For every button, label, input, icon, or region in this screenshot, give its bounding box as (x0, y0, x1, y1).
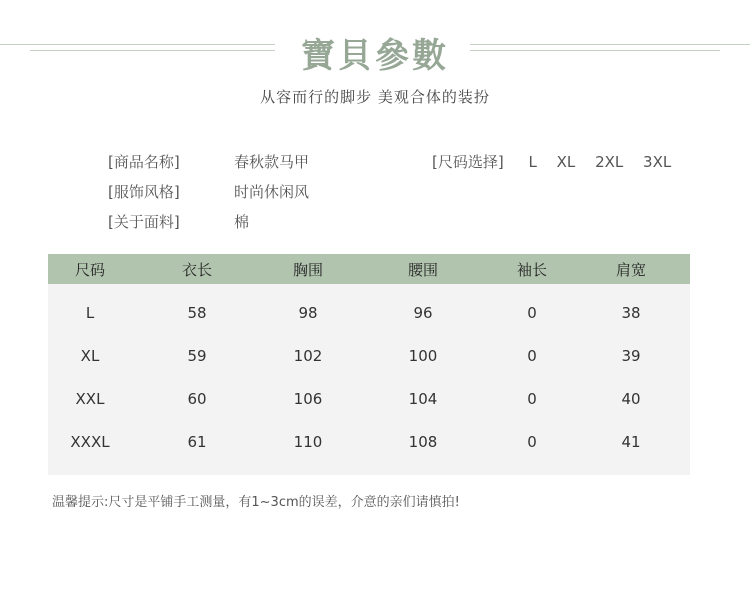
table-cell: L (85, 303, 95, 322)
size-option-xl: XL (556, 153, 576, 171)
column-header-chest: 胸围 (292, 260, 323, 279)
table-cell: 38 (621, 303, 641, 322)
table-cell: 0 (527, 346, 537, 365)
column-header-waist: 腰围 (407, 260, 438, 279)
table-row (48, 334, 690, 377)
page-title: 寶貝參數 (301, 36, 449, 76)
info-value: 时尚休闲风 (234, 183, 310, 201)
table-cell: XL (80, 346, 100, 365)
info-row-fabric (108, 211, 249, 232)
size-option-l: L (528, 153, 537, 171)
table-cell: 60 (187, 389, 207, 408)
info-value: 春秋款马甲 (234, 153, 310, 171)
table-cell: 104 (408, 389, 438, 408)
table-cell: 98 (298, 303, 318, 322)
size-select (432, 151, 671, 172)
info-label: [关于面料] (108, 213, 180, 231)
table-cell: 41 (621, 432, 641, 451)
info-label: [商品名称] (108, 153, 180, 171)
table-header (48, 254, 690, 284)
table-cell: 61 (187, 432, 207, 451)
column-header-sleeve: 袖长 (516, 260, 547, 279)
table-cell: 0 (527, 432, 537, 451)
size-option-3xl: 3XL (643, 153, 672, 171)
table-cell: 0 (527, 303, 537, 322)
table-cell: 58 (187, 303, 207, 322)
info-value: 棉 (234, 213, 250, 231)
size-select-label: [尺码选择] (432, 153, 504, 171)
page-subtitle: 从容而行的脚步 美观合体的装扮 (260, 88, 490, 106)
table-cell: 100 (408, 346, 438, 365)
table-cell: 40 (621, 389, 641, 408)
info-row-style (108, 181, 309, 202)
size-option-2xl: 2XL (595, 153, 624, 171)
size-table (48, 254, 690, 475)
table-cell: XXXL (70, 432, 110, 451)
table-cell: 39 (621, 346, 641, 365)
info-row-product-name (108, 151, 309, 172)
table-cell: 59 (187, 346, 207, 365)
table-cell: 108 (408, 432, 438, 451)
table-cell: 0 (527, 389, 537, 408)
column-header-size: 尺码 (74, 260, 105, 279)
table-cell: 110 (293, 432, 323, 451)
table-row (48, 377, 690, 420)
table-cell: 96 (413, 303, 433, 322)
table-row (48, 420, 690, 463)
table-row (48, 291, 690, 334)
table-cell: 102 (293, 346, 323, 365)
column-header-shoulder: 肩宽 (615, 260, 646, 279)
column-header-length: 衣长 (181, 260, 212, 279)
table-cell: XXL (75, 389, 105, 408)
table-body (48, 284, 690, 463)
info-label: [服饰风格] (108, 183, 180, 201)
measurement-note: 温馨提示:尺寸是平铺手工测量，有1~3cm的误差，介意的亲们请慎拍! (52, 495, 460, 510)
table-cell: 106 (293, 389, 323, 408)
